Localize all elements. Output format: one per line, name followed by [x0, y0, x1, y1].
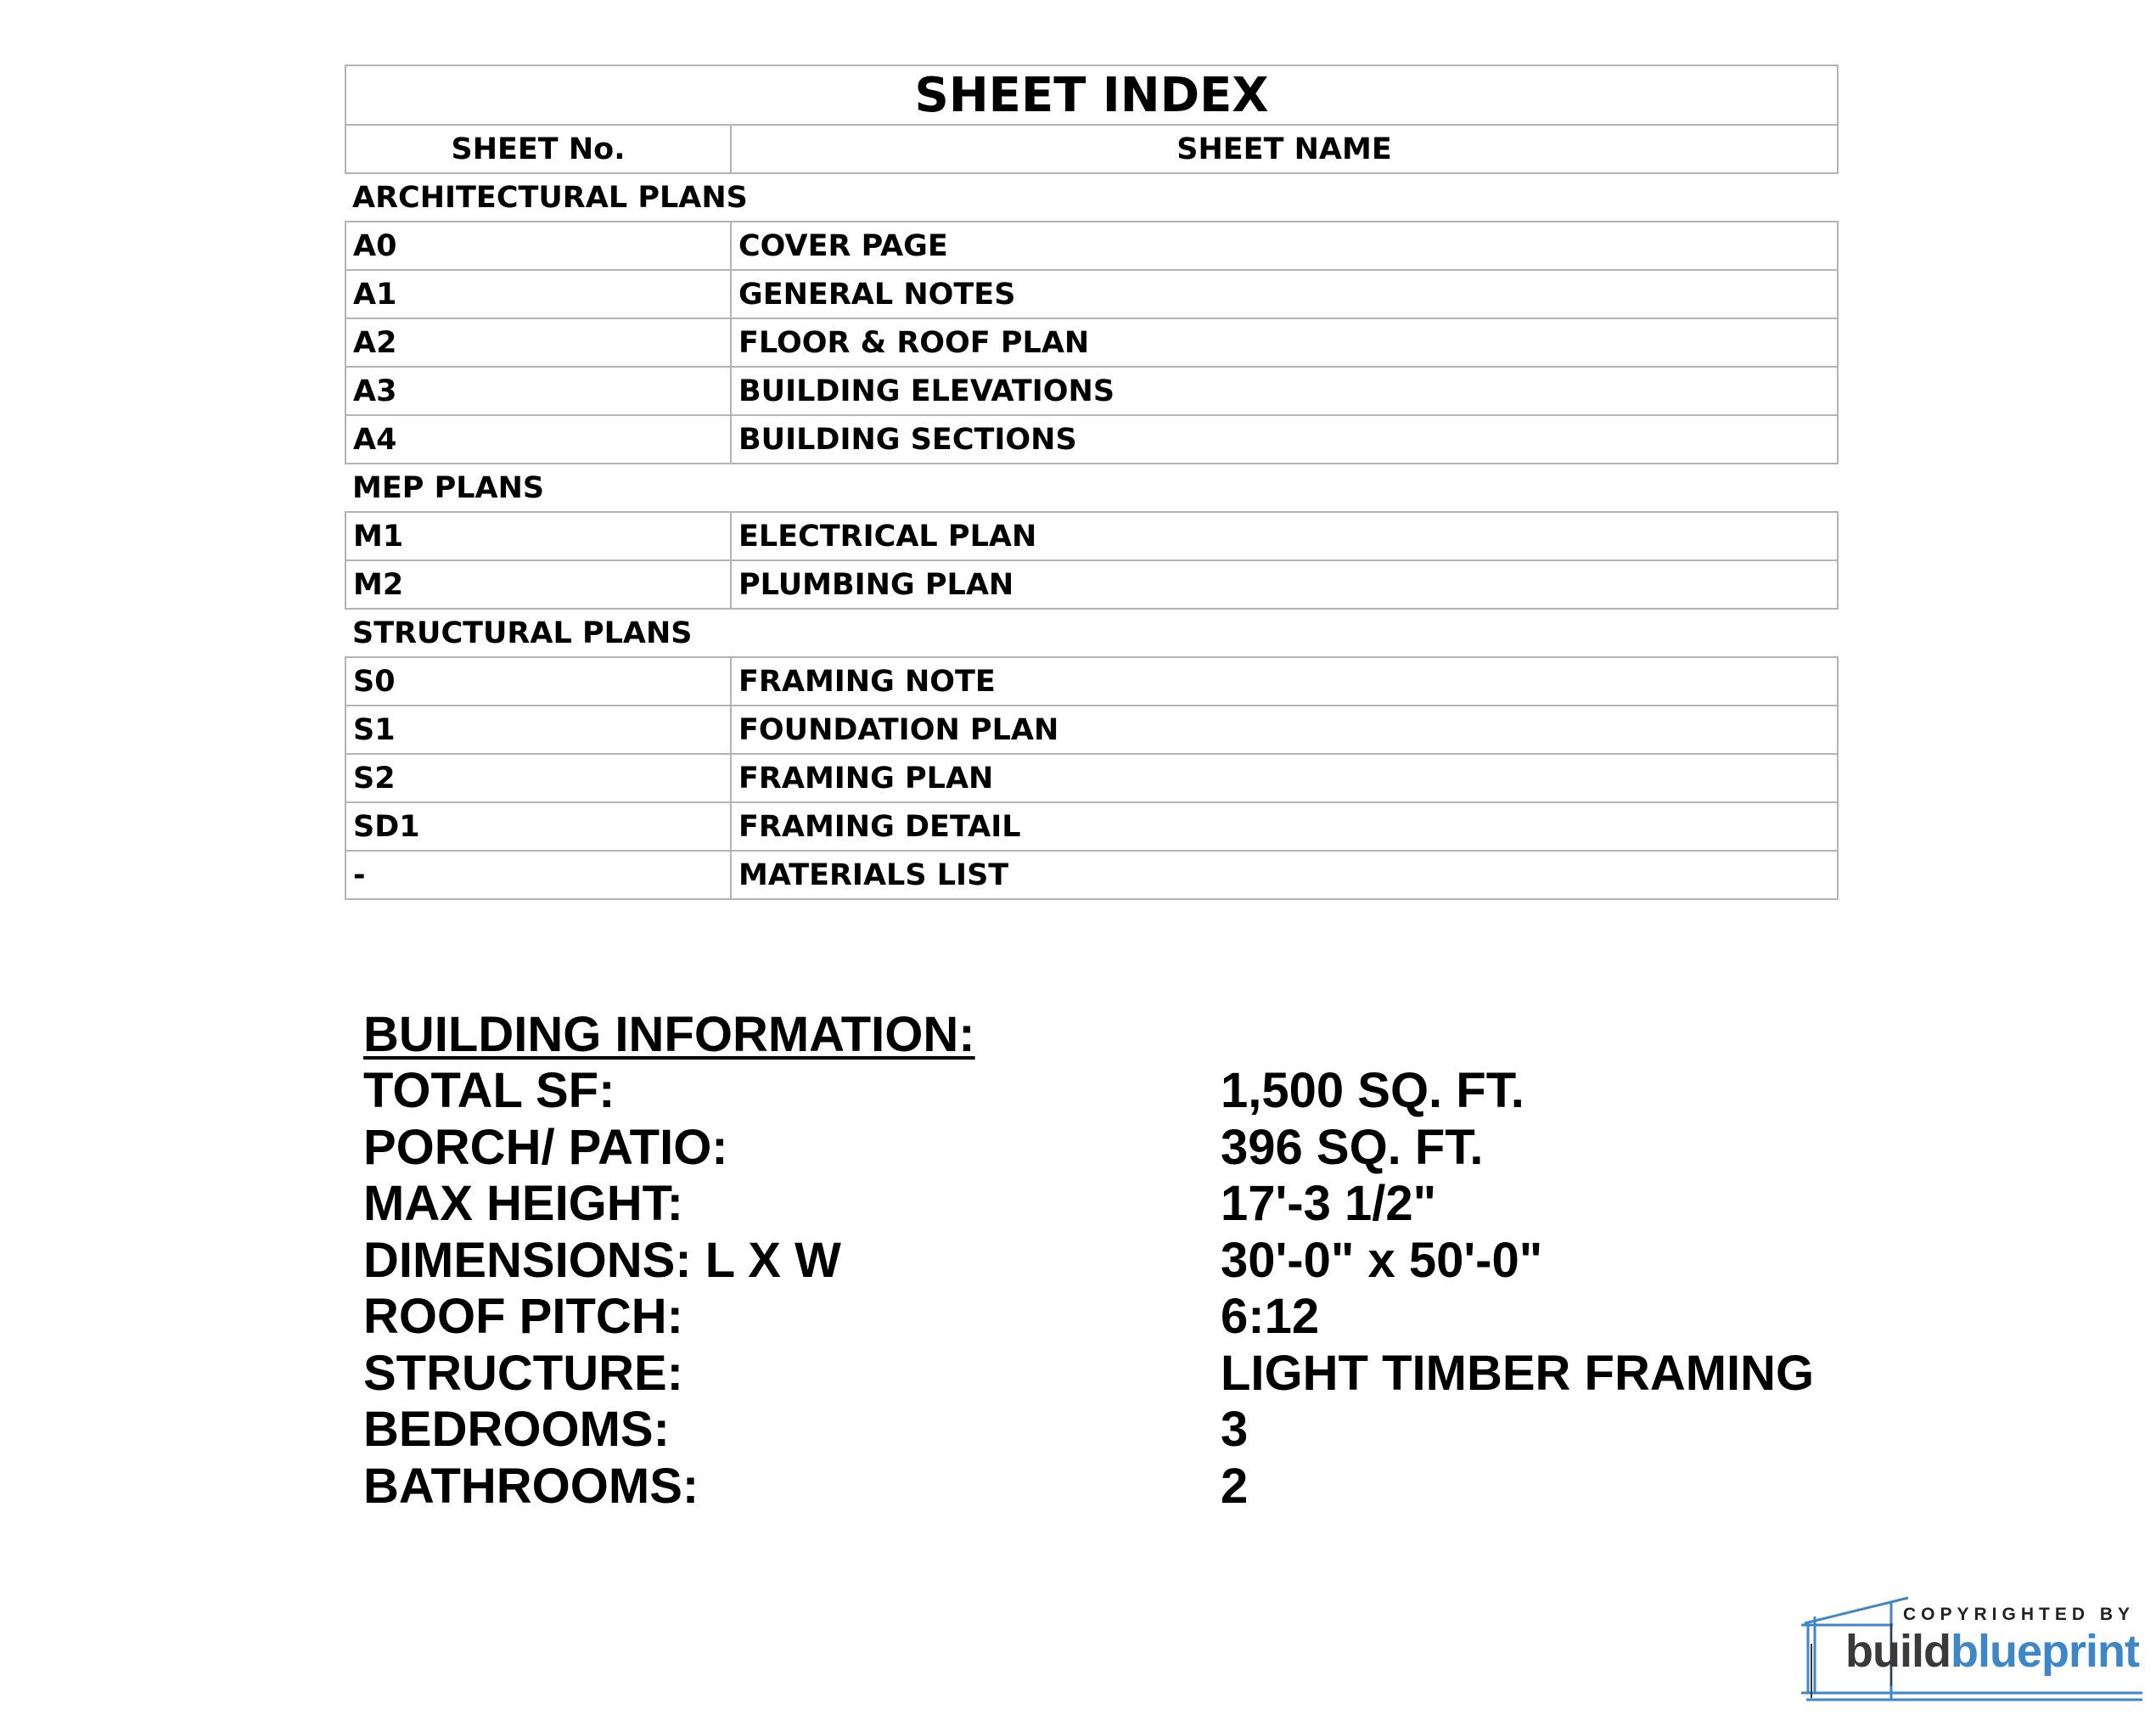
sheet-no-cell: SD1	[345, 802, 731, 851]
info-row-max-height	[363, 1176, 1891, 1233]
sheet-no-cell: M1	[345, 512, 731, 560]
header-sheet-name: SHEET NAME	[731, 125, 1838, 173]
table-row	[345, 560, 1838, 609]
table-row	[345, 512, 1838, 560]
sheet-name-cell: BUILDING ELEVATIONS	[731, 367, 1838, 415]
sheet-name-cell: COVER PAGE	[731, 222, 1838, 270]
sheet-name-cell: FOUNDATION PLAN	[731, 706, 1838, 754]
sheet-no-cell: M2	[345, 560, 731, 609]
sheet-index-header-row	[345, 125, 1838, 173]
info-label: TOTAL SF:	[363, 1063, 615, 1118]
info-row-dimensions	[363, 1233, 1891, 1290]
info-value: 6:12	[1221, 1289, 1320, 1344]
group-row-architectural	[345, 173, 1838, 222]
info-label: MAX HEIGHT:	[363, 1176, 683, 1231]
table-row	[345, 851, 1838, 899]
table-row	[345, 222, 1838, 270]
logo-word-build: build	[1845, 1626, 1951, 1677]
building-info-heading: BUILDING INFORMATION:	[363, 1007, 975, 1062]
sheet-no-cell: S2	[345, 754, 731, 802]
sheet-name-cell: FRAMING DETAIL	[731, 802, 1838, 851]
sheet-name-cell: FLOOR & ROOF PLAN	[731, 318, 1838, 367]
info-row-bedrooms	[363, 1402, 1891, 1459]
info-label: DIMENSIONS: L X W	[363, 1232, 841, 1288]
sheet-no-cell: A4	[345, 415, 731, 464]
sheet-name-cell: MATERIALS LIST	[731, 851, 1838, 899]
table-row	[345, 657, 1838, 706]
group-row-structural	[345, 609, 1838, 657]
info-value: 3	[1221, 1402, 1249, 1457]
sheet-no-cell: S0	[345, 657, 731, 706]
sheet-no-cell: A2	[345, 318, 731, 367]
info-value: 30'-0" x 50'-0"	[1221, 1232, 1543, 1288]
table-row	[345, 318, 1838, 367]
sheet-name-cell: PLUMBING PLAN	[731, 560, 1838, 609]
info-label: ROOF PITCH:	[363, 1289, 683, 1344]
building-information	[363, 1007, 1891, 1515]
info-label: STRUCTURE:	[363, 1345, 683, 1401]
sheet-index-title: SHEET INDEX	[345, 65, 1838, 125]
info-row-total-sf	[363, 1063, 1891, 1120]
info-value: LIGHT TIMBER FRAMING	[1221, 1345, 1815, 1401]
table-row	[345, 754, 1838, 802]
table-row	[345, 802, 1838, 851]
sheet-index-title-row	[345, 65, 1838, 125]
sheet-name-cell: FRAMING PLAN	[731, 754, 1838, 802]
header-sheet-no: SHEET No.	[345, 125, 731, 173]
table-row	[345, 367, 1838, 415]
sheet-no-cell: -	[345, 851, 731, 899]
info-value: 2	[1221, 1458, 1249, 1514]
logo-wordmark	[1845, 1625, 2139, 1678]
group-label: ARCHITECTURAL PLANS	[352, 180, 748, 215]
sheet-name-cell: ELECTRICAL PLAN	[731, 512, 1838, 560]
info-value: 396 SQ. FT.	[1221, 1119, 1484, 1175]
sheet-no-cell: A1	[345, 270, 731, 318]
group-label: STRUCTURAL PLANS	[352, 616, 693, 650]
group-label: MEP PLANS	[352, 470, 545, 505]
info-row-bathrooms	[363, 1459, 1891, 1515]
sheet-index-table	[345, 65, 1839, 900]
info-value: 1,500 SQ. FT.	[1221, 1063, 1524, 1118]
table-row	[345, 270, 1838, 318]
buildblueprint-logo	[1798, 1593, 2154, 1703]
table-row	[345, 706, 1838, 754]
info-label: BEDROOMS:	[363, 1402, 670, 1457]
sheet-no-cell: S1	[345, 706, 731, 754]
info-row-structure	[363, 1346, 1891, 1403]
group-row-mep	[345, 464, 1838, 512]
sheet-no-cell: A3	[345, 367, 731, 415]
info-row-roof-pitch	[363, 1289, 1891, 1346]
info-label: PORCH/ PATIO:	[363, 1119, 728, 1175]
info-value: 17'-3 1/2"	[1221, 1176, 1437, 1231]
logo-word-blueprint: blueprint	[1950, 1626, 2139, 1677]
info-label: BATHROOMS:	[363, 1458, 699, 1514]
sheet-name-cell: BUILDING SECTIONS	[731, 415, 1838, 464]
info-row-porch-patio	[363, 1120, 1891, 1177]
logo-copyright-text: COPYRIGHTED BY	[1903, 1605, 2136, 1624]
table-row	[345, 415, 1838, 464]
sheet-name-cell: GENERAL NOTES	[731, 270, 1838, 318]
sheet-no-cell: A0	[345, 222, 731, 270]
sheet-name-cell: FRAMING NOTE	[731, 657, 1838, 706]
